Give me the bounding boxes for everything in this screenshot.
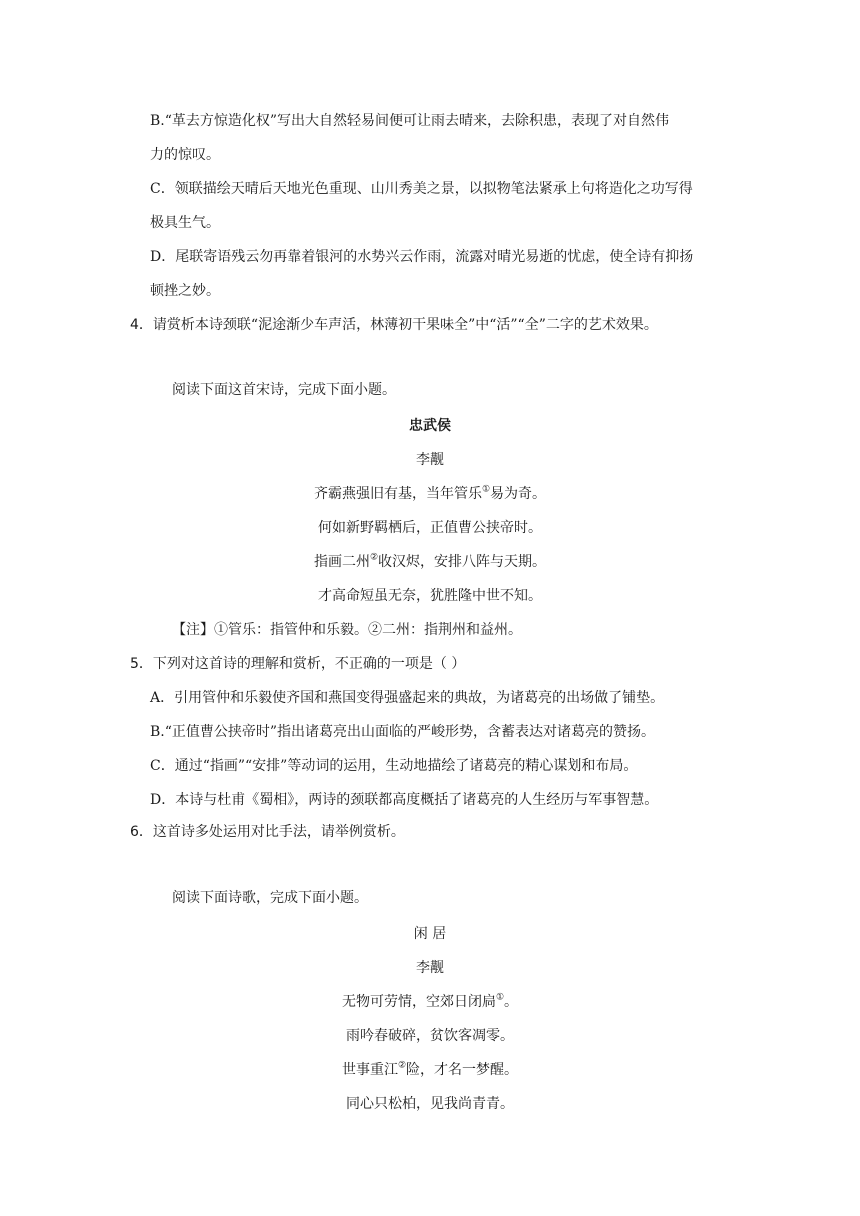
option-d-line-2: 顿挫之妙。 — [150, 283, 220, 299]
option-b-line-1: B.“革去方惊造化权”写出大自然轻易间便可让雨去晴来，去除积患，表现了对自然伟 — [150, 113, 670, 129]
option-d: D．本诗与杜甫《蜀相》，两诗的颈联都高度概括了诸葛亮的人生经历与军事智慧。 — [150, 792, 659, 808]
question-4 — [130, 315, 658, 335]
poem-note: 【注】①管乐：指管仲和乐毅。②二州：指荆州和益州。 — [172, 622, 522, 638]
poem-line: 何如新野羁栖后，正值曹公挟帝时。 — [318, 520, 542, 536]
option-a: A．引用管仲和乐毅使齐国和燕国变得强盛起来的典故，为诸葛亮的出场做了铺垫。 — [150, 690, 665, 706]
footnote-marker: ② — [369, 552, 379, 563]
footnote-marker: ① — [481, 484, 491, 495]
poem-line: 世事重江②险，才名一梦醒。 — [341, 1060, 519, 1078]
question-text: 请赏析本诗颈联“泥途渐少车声活，林薄初干果味全”中“活”“全”二字的艺术效果。 — [152, 317, 658, 333]
option-b: B.“正值曹公挟帝时”指出诸葛亮出山面临的严峻形势，含蓄表达对诸葛亮的赞扬。 — [150, 724, 656, 740]
poem-author: 李觏 — [416, 452, 444, 468]
reading-instruction: 阅读下面诗歌，完成下面小题。 — [172, 890, 368, 906]
poem-title: 忠武侯 — [409, 418, 451, 434]
option-b-line-2: 力的惊叹。 — [150, 147, 220, 163]
poem-title: 闲 居 — [413, 926, 447, 942]
question-5 — [130, 654, 465, 674]
poem-line: 同心只松柏，见我尚青青。 — [346, 1096, 514, 1112]
question-number: 4． — [130, 317, 153, 333]
option-c: C．通过“指画”“安排”等动词的运用，生动地描绘了诸葛亮的精心谋划和布局。 — [150, 758, 638, 774]
poem-line: 齐霸燕强旧有基，当年管乐①易为奇。 — [313, 484, 547, 502]
option-d-line-1: D．尾联寄语残云勿再靠着银河的水势兴云作雨，流露对晴光易逝的忧虑，使全诗有抑扬 — [150, 249, 694, 265]
question-number: 5． — [130, 656, 153, 672]
option-c-line-2: 极具生气。 — [150, 215, 220, 231]
option-c-line-1: C．领联描绘天晴后天地光色重现、山川秀美之景，以拟物笔法紧承上句将造化之功写得 — [150, 181, 693, 197]
question-text: 这首诗多处运用对比手法，请举例赏析。 — [152, 824, 405, 840]
reading-instruction: 阅读下面这首宋诗，完成下面小题。 — [172, 382, 396, 398]
footnote-marker: ② — [397, 1060, 407, 1071]
poem-line: 无物可劳情，空郊日闭扃①。 — [341, 992, 519, 1010]
poem-line: 指画二州②收汉烬，安排八阵与天期。 — [313, 552, 547, 570]
footnote-marker: ① — [495, 992, 505, 1003]
question-stem: 下列对这首诗的理解和赏析，不正确的一项是（ ） — [152, 656, 466, 672]
question-6 — [130, 822, 405, 842]
poem-line: 雨吟春破碎，贫饮客凋零。 — [346, 1028, 514, 1044]
poem-line: 才高命短虽无奈，犹胜隆中世不知。 — [318, 588, 542, 604]
question-number: 6． — [130, 824, 153, 840]
poem-author: 李觏 — [416, 960, 444, 976]
